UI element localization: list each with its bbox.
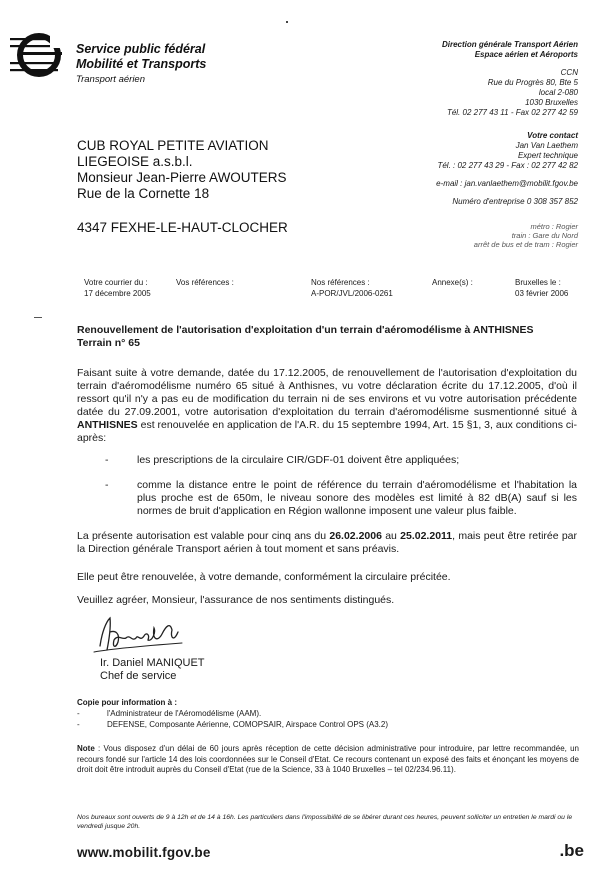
bullet-dash: - bbox=[105, 479, 109, 491]
paragraph-1-text-a: Faisant suite à votre demande, datée du 17.12.2005, de renouvellement de l'autorisation d'exploitation du terrain d'aéromodélisme numéro 65 situé à Anthisnes, vu votre déclaration écrite du 17.12.2005, d'où il ressort qu'il n'y a pas eu de modification du terrain ni de ses environs et vu votre autorisation précédente datée du 27.09.2001, votre autorisation d'exploitation du terrain d'aéromodélisme susmentionné situé à bbox=[77, 367, 577, 418]
subject-line-2: Terrain n° 65 bbox=[77, 337, 140, 349]
brand-title-1: Service public fédéral bbox=[76, 42, 206, 56]
valid-to-date: 25.02.2011 bbox=[400, 530, 453, 542]
ref-label: Nos références : bbox=[311, 278, 370, 287]
paragraph-2 bbox=[77, 530, 577, 556]
copy-dash: - bbox=[77, 709, 80, 718]
ref-vos-references bbox=[176, 278, 234, 289]
fold-mark bbox=[34, 317, 42, 318]
recipient-line-2: LIEGEOISE a.s.b.l. bbox=[77, 154, 193, 169]
sender-street: Rue du Progrès 80, Bte 5 bbox=[487, 78, 578, 87]
ref-label: Bruxelles le : bbox=[515, 278, 561, 287]
be-logo: .be bbox=[559, 841, 584, 860]
bullet-1: les prescriptions de la circulaire CIR/GDF-01 doivent être appliquées; bbox=[137, 454, 460, 466]
note-text: : Vous disposez d'un délai de 60 jours après réception de cette décision administrative pour introduire, par lettre recommandée, un recours fondé sur l'article 14 des lois coordonnées sur le Conseil d'Etat. Ce recours contenant un exposé des faits et énonçant les moyens de droit doit être introduit auprès du Conseil d'Etat (rue de la Science, 33 à 1040 Bruxelles – tel 02/234.96.11). bbox=[77, 744, 579, 774]
sender-directorate: Direction générale Transport Aérien bbox=[441, 40, 578, 49]
ref-label: Votre courrier du : bbox=[84, 278, 148, 287]
copies-title: Copie pour information à : bbox=[77, 698, 177, 707]
paragraph-2-text-b: , mais peut être retirée par la Direction générale Transport aérien à tout moment et sans préavis. bbox=[77, 530, 578, 555]
paragraph-2-text-a: La présente autorisation est valable pour cinq ans du bbox=[77, 530, 330, 542]
brand-block bbox=[76, 42, 206, 87]
paragraph-3: Elle peut être renouvelée, à votre demande, conformément la circulaire précitée. bbox=[77, 571, 451, 583]
sender-city: 1030 Bruxelles bbox=[525, 98, 578, 107]
sender-local: local 2-080 bbox=[538, 88, 578, 97]
scan-dot bbox=[286, 21, 288, 23]
note-label: Note bbox=[77, 744, 95, 753]
transit-info bbox=[474, 222, 578, 249]
recipient-address bbox=[77, 138, 288, 236]
recipient-line-3: Monsieur Jean-Pierre AWOUTERS bbox=[77, 170, 287, 185]
transit-metro: métro : Rogier bbox=[530, 222, 578, 231]
sender-building: CCN bbox=[560, 68, 578, 77]
subject-line-1: Renouvellement de l'autorisation d'exploitation d'un terrain d'aéromodélisme à ANTHISNES bbox=[77, 324, 534, 336]
copy-item-2: DEFENSE, Composante Aérienne, COMOPSAIR, Airspace Control OPS (A3.2) bbox=[107, 720, 388, 729]
sender-address bbox=[442, 40, 578, 118]
contact-phone: Tél. : 02 277 43 29 - Fax : 02 277 42 82 bbox=[437, 161, 578, 170]
recipient-line-1: CUB ROYAL PETITE AVIATION bbox=[77, 138, 269, 153]
legal-note bbox=[77, 744, 579, 776]
valid-from-date: 26.02.2006 bbox=[329, 530, 382, 542]
paragraph-4: Veuillez agréer, Monsieur, l'assurance de nos sentiments distingués. bbox=[77, 594, 395, 606]
sender-phone: Tél. 02 277 43 11 - Fax 02 277 42 59 bbox=[446, 108, 578, 117]
copy-item-1: l'Administrateur de l'Aéromodélisme (AAM). bbox=[107, 709, 262, 718]
copy-dash: - bbox=[77, 720, 80, 729]
transit-stop: arrêt de bus et de tram : Rogier bbox=[473, 240, 578, 249]
contact-email: e-mail : jan.vanlaethem@mobilit.fgov.be bbox=[436, 179, 578, 188]
subject bbox=[77, 324, 577, 350]
ref-value: 17 décembre 2005 bbox=[84, 288, 151, 298]
brand-title-2: Mobilité et Transports bbox=[76, 57, 207, 71]
transit-train: train : Gare du Nord bbox=[511, 231, 578, 240]
ref-label: Vos références : bbox=[176, 278, 234, 287]
ref-votre-courrier bbox=[84, 278, 151, 299]
office-hours: Nos bureaux sont ouverts de 9 à 12h et de 14 à 16h. Les particuliers dans l'impossibilité de se libérer durant ces heures, peuvent solliciter un entretien le mardi ou le vendredi jusque 20h. bbox=[77, 814, 573, 830]
signer-title: Chef de service bbox=[100, 670, 177, 682]
ref-label: Annexe(s) : bbox=[432, 278, 473, 287]
ref-nos-references bbox=[311, 278, 393, 299]
ref-value: A-POR/JVL/2006-0261 bbox=[311, 288, 393, 298]
contact-name: Jan Van Laethem bbox=[515, 141, 578, 150]
bullet-dash: - bbox=[105, 454, 109, 466]
ref-value: 03 février 2006 bbox=[515, 288, 569, 298]
website-link[interactable]: www.mobilit.fgov.be bbox=[77, 845, 211, 860]
contact-block bbox=[436, 131, 578, 207]
paragraph-1-bold: ANTHISNES bbox=[77, 419, 138, 431]
ref-date bbox=[515, 278, 568, 299]
handwritten-signature bbox=[92, 612, 190, 658]
signer-name: Ir. Daniel MANIQUET bbox=[100, 657, 205, 669]
paragraph-2-mid: au bbox=[381, 530, 401, 542]
paragraph-1-text-b: est renouvelée en application de l'A.R. du 15 septembre 1994, Art. 15 §1, 3, aux conditions ci-après: bbox=[77, 419, 577, 444]
federal-logo-icon bbox=[10, 26, 64, 84]
contact-title: Votre contact bbox=[527, 131, 578, 140]
signer-block bbox=[100, 657, 205, 683]
sender-department: Espace aérien et Aéroports bbox=[474, 50, 578, 59]
brand-subtitle: Transport aérien bbox=[76, 74, 145, 85]
ref-annexes bbox=[432, 278, 473, 289]
company-number: Numéro d'entreprise 0 308 357 852 bbox=[452, 197, 578, 206]
recipient-line-4: Rue de la Cornette 18 bbox=[77, 186, 210, 201]
bullet-2: comme la distance entre le point de référence du terrain d'aéromodélisme et l'habitation la plus proche est de 650m, le niveau sonore des modèles est limité à 82 dB(A) sauf si les normes de bruit d'application en Région wallonne imposent une valeur plus faible. bbox=[137, 479, 577, 517]
contact-role: Expert technique bbox=[517, 151, 578, 160]
paragraph-1 bbox=[77, 367, 577, 445]
recipient-city: 4347 FEXHE-LE-HAUT-CLOCHER bbox=[77, 220, 288, 235]
